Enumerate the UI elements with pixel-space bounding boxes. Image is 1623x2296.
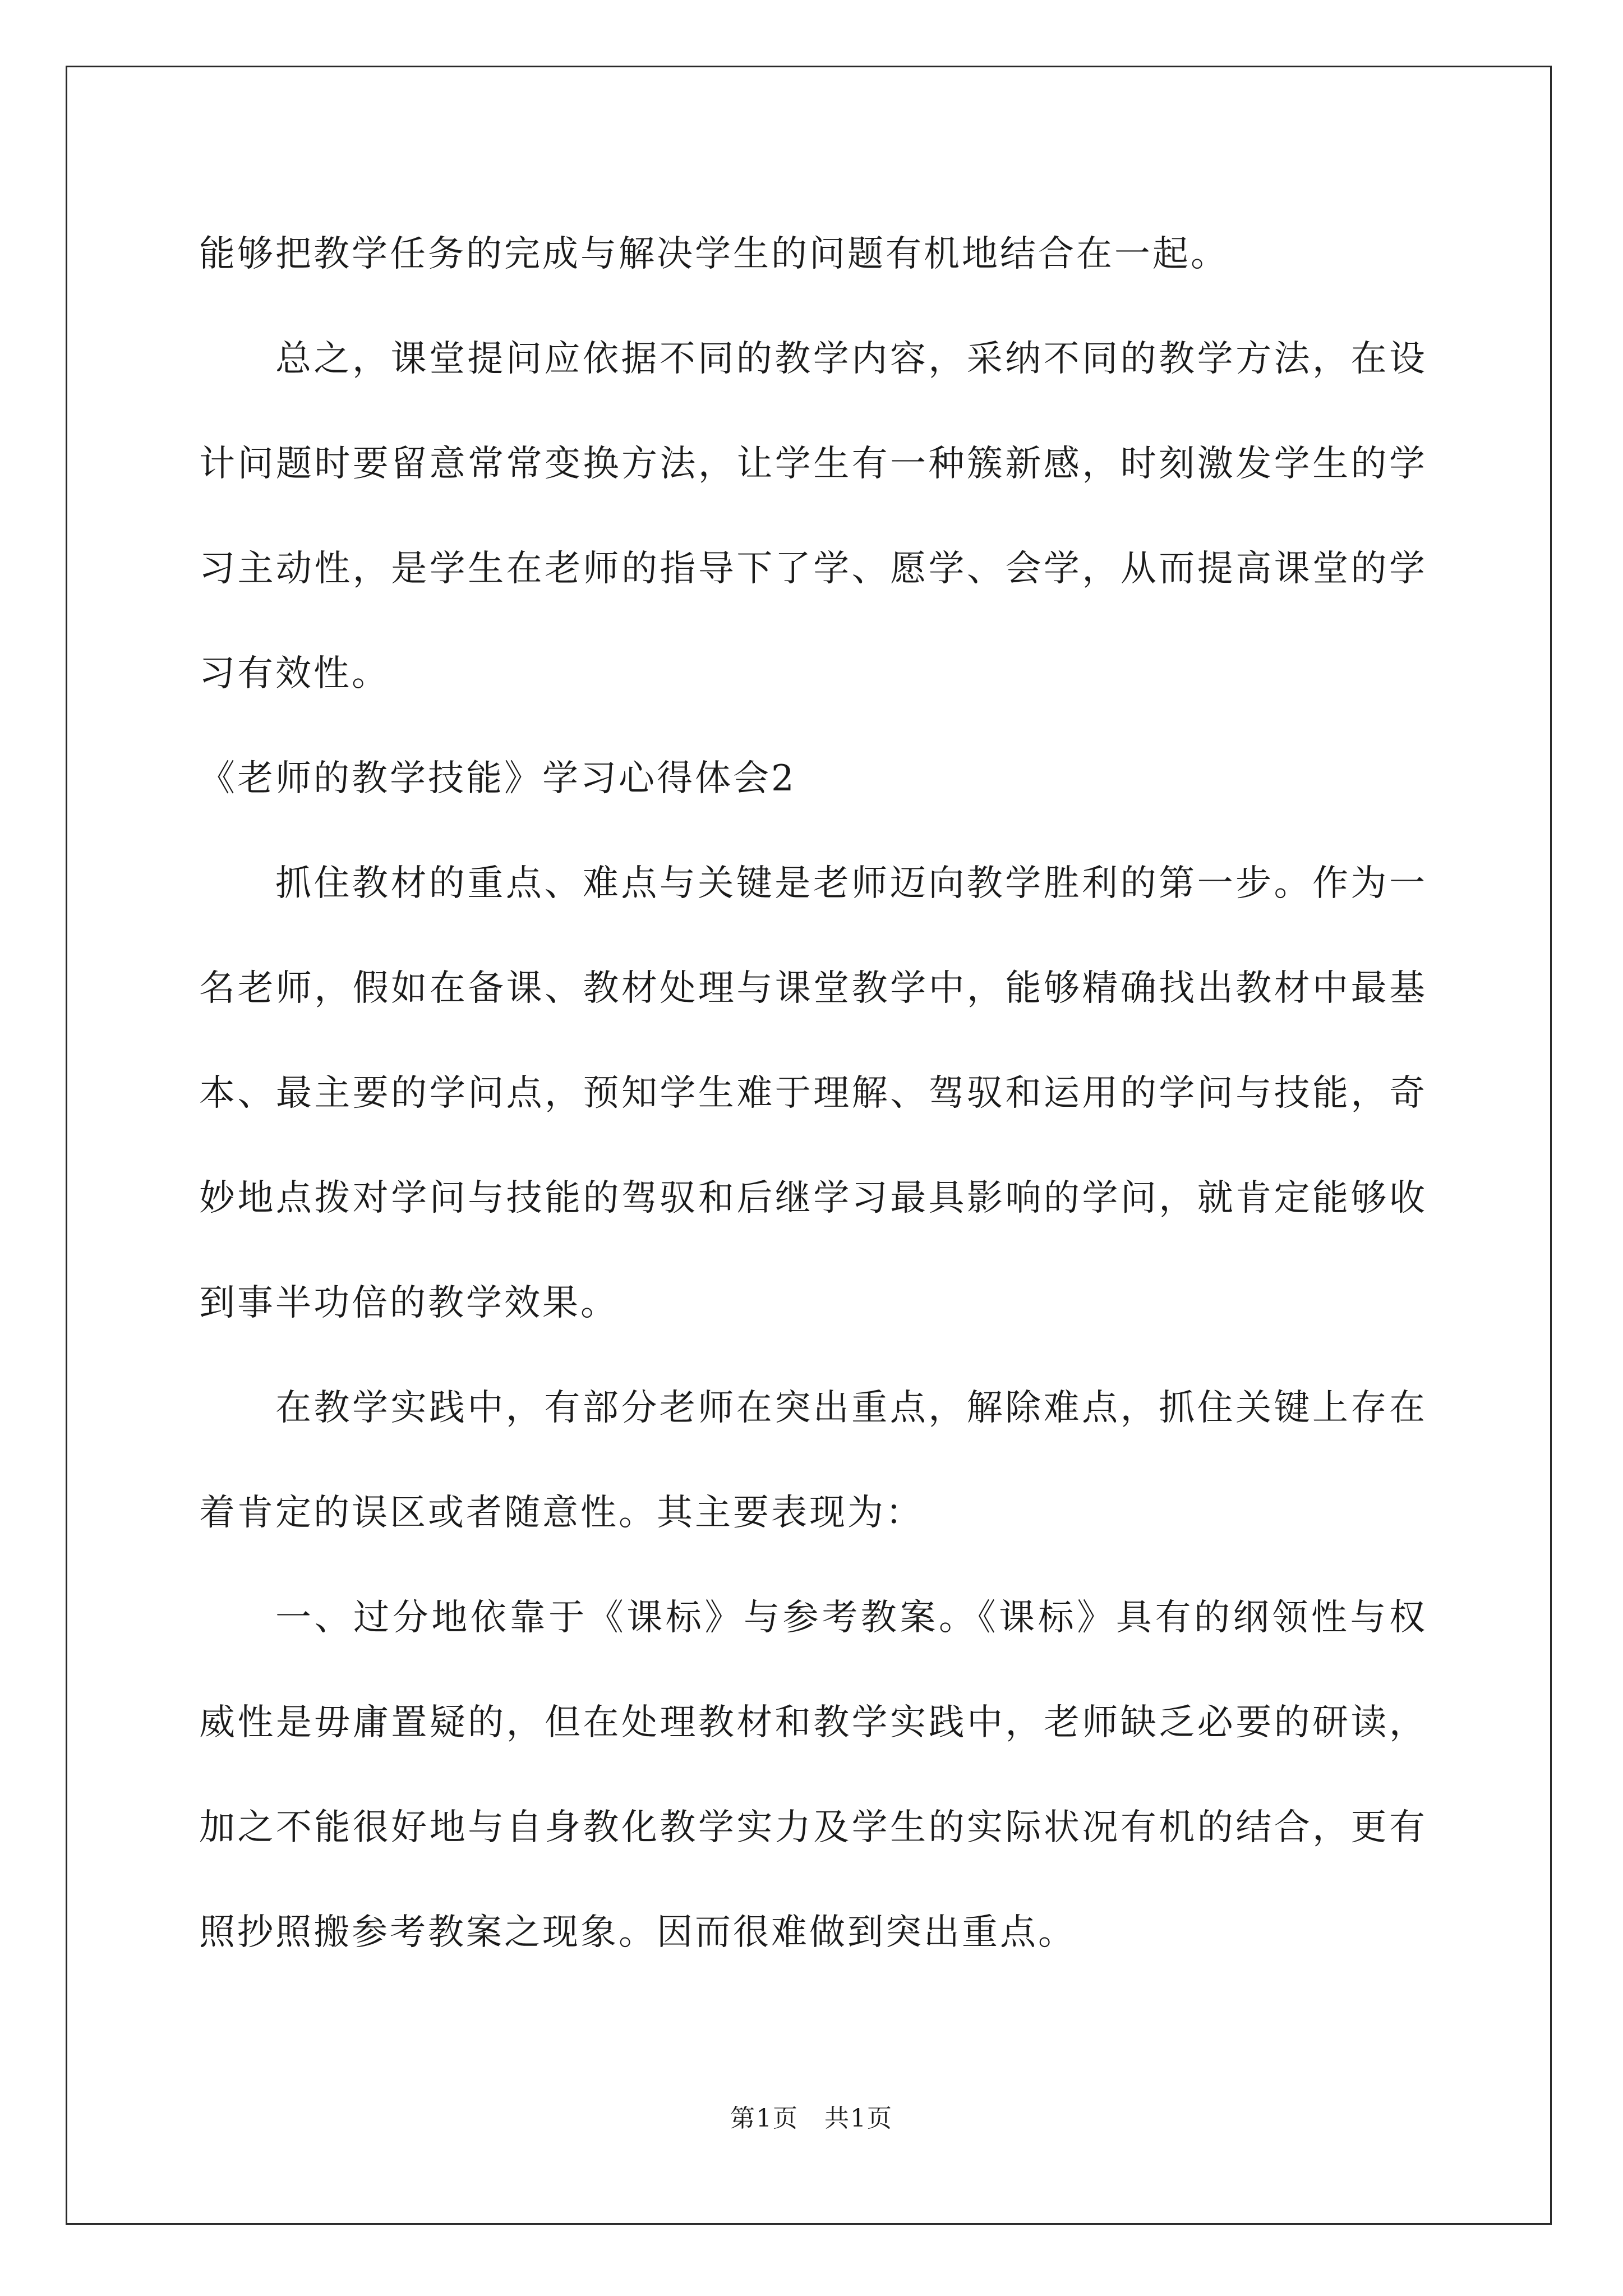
document-body	[199, 202, 1427, 1985]
paragraph-key-points: 抓住教材的重点、难点与关键是老师迈向教学胜利的第一步。作为一名老师，假如在备课、教材处理与课堂教学中，能够精确找出教材中最基本、最主要的学问点，预知学生难于理解、驾驭和运用的学问与技能，奇妙地点拨对学问与技能的驾驭和后继学习最具影响的学问，就肯定能够收到事半功倍的教学效果。	[199, 863, 1427, 1324]
paragraph-summary: 总之，课堂提问应依据不同的教学内容，采纳不同的教学方法，在设计问题时要留意常常变换方法，让学生有一种簇新感，时刻激发学生的学习主动性，是学生在老师的指导下了学、愿学、会学，从而提高课堂的学习有效性。	[199, 338, 1427, 694]
section-heading: 《老师的教学技能》学习心得体会2	[199, 758, 796, 799]
page-number-footer: 第1页 共1页	[730, 2104, 893, 2133]
paragraph-continuation: 能够把教学任务的完成与解决学生的问题有机地结合在一起。	[199, 233, 1229, 275]
paragraph-practice: 在教学实践中，有部分老师在突出重点，解除难点，抓住关键上存在着肯定的误区或者随意性。其主要表现为：	[199, 1387, 1427, 1534]
paragraph-item-one: 一、过分地依靠于《课标》与参考教案。《课标》具有的纲领性与权威性是毋庸置疑的，但在处理教材和教学实践中，老师缺乏必要的研读，加之不能很好地与自身教化教学实力及学生的实际状况有机的结合，更有照抄照搬参考教案之现象。因而很难做到突出重点。	[199, 1597, 1427, 1953]
